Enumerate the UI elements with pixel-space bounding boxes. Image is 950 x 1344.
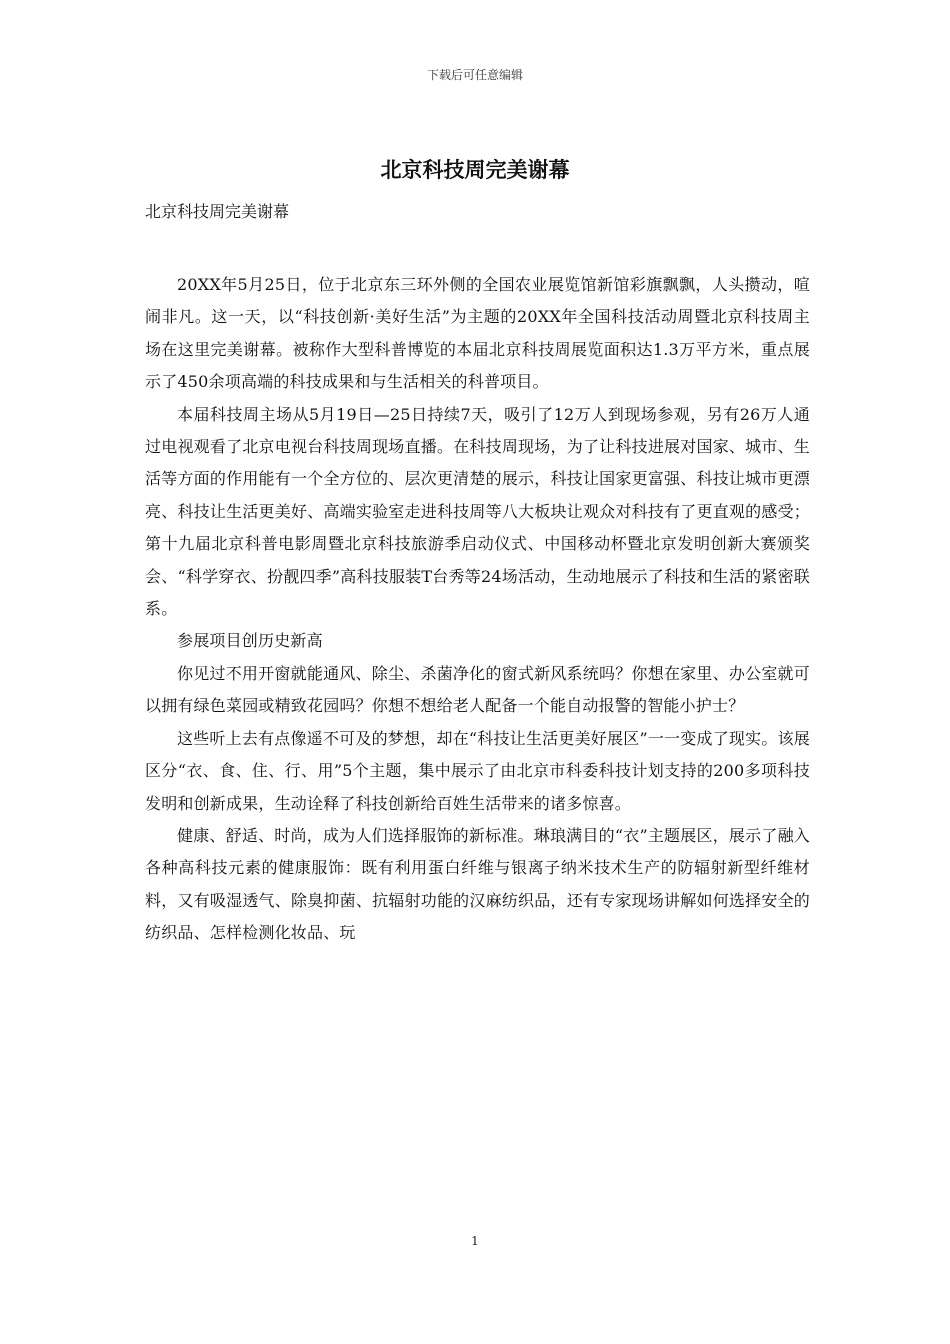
document-title: 北京科技周完美谢幕: [380, 157, 570, 182]
paragraph-1: 20XX年5月25日，位于北京东三环外侧的全国农业展览馆新馆彩旗飘飘，人头攒动，喧闹非凡。这一天，以“科技创新·美好生活”为主题的20XX年全国科技活动周暨北京科技周主场在这里完美谢幕。被称作大型科普博览的本届北京科技周展览面积达1.3万平方米，重点展示了450余项高端的科技成果和与生活相关的科普项目。: [145, 275, 810, 392]
paragraph-4: 这些听上去有点像遥不可及的梦想，却在“科技让生活更美好展区”一一变成了现实。该展区分“衣、食、住、行、用”5个主题，集中展示了由北京市科委科技计划支持的200多项科技发明和创新成果，生动诠释了科技创新给百姓生活带来的诸多惊喜。: [145, 728, 810, 813]
page-number: 1: [471, 1234, 479, 1248]
section-heading: 参展项目创历史新高: [177, 631, 323, 651]
paragraph-3: 你见过不用开窗就能通风、除尘、杀菌净化的窗式新风系统吗？你想在家里、办公室就可以拥有绿色菜园或精致花园吗？你想不想给老人配备一个能自动报警的智能小护士？: [145, 663, 810, 716]
paragraph-2: 本届科技周主场从5月19日—25日持续7天，吸引了12万人到现场参观，另有26万人通过电视观看了北京电视台科技周现场直播。在科技周现场，为了让科技进展对国家、城市、生活等方面的作用能有一个全方位的、层次更清楚的展示，科技让国家更富强、科技让城市更漂亮、科技让生活更美好、高端实验室走进科技周等八大板块让观众对科技有了更直观的感受；第十九届北京科普电影周暨北京科技旅游季启动仪式、中国移动杯暨北京发明创新大赛颁奖会、“科学穿衣、扮靓四季”高科技服装T台秀等24场活动，生动地展示了科技和生活的紧密联系。: [145, 404, 810, 619]
body-text: [145, 269, 810, 950]
paragraph-5: 健康、舒适、时尚，成为人们选择服饰的新标准。琳琅满目的“衣”主题展区，展示了融入各种高科技元素的健康服饰：既有利用蛋白纤维与银离子纳米技术生产的防辐射新型纤维材料，又有吸湿透气、除臭抑菌、抗辐射功能的汉麻纺织品，还有专家现场讲解如何选择安全的纺织品、怎样检测化妆品、玩: [145, 825, 810, 943]
header-note: 下载后可任意编辑: [426, 68, 523, 82]
document-subtitle: 北京科技周完美谢幕: [145, 202, 290, 221]
